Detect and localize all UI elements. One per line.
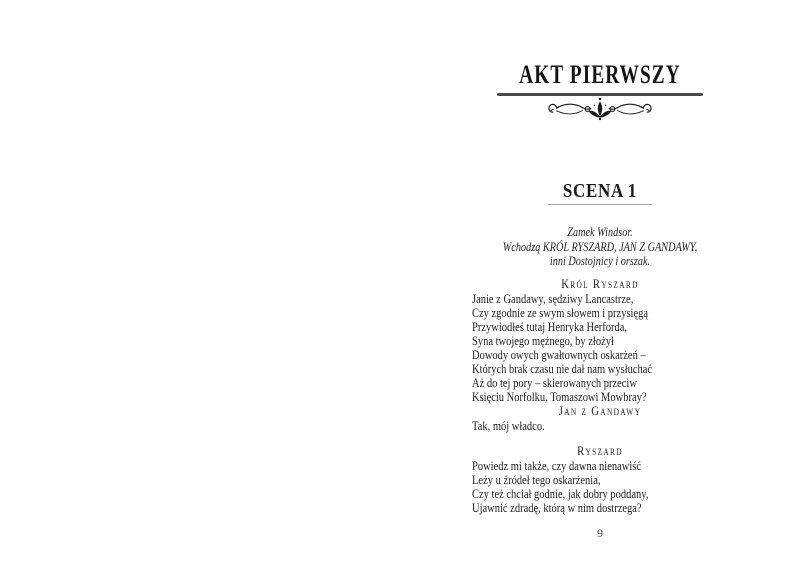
verse-line: Czy też chciał godnie, jak dobry poddany,	[472, 487, 649, 501]
verse-line: Powiedz mi także, czy dawna nienawiść	[472, 459, 641, 473]
verse-line: Księciu Norfolku, Tomaszowi Mowbray?	[472, 390, 647, 404]
verse-line: Aż do tej pory – skierowanych przeciw	[472, 376, 637, 390]
speech-block-krol-ryszard	[400, 277, 800, 404]
speaker-name: Ryszard	[577, 443, 623, 458]
flourish-ornament-icon	[542, 97, 658, 121]
stage-direction-line: Zamek Windsor.	[567, 225, 633, 239]
verse-line: Leży u źródeł tego oskarżenia,	[472, 473, 601, 487]
right-page	[400, 0, 800, 563]
act-title: AKT PIERWSZY	[519, 60, 681, 89]
verse-line: Których brak czasu nie dał nam wysłuchać	[472, 362, 653, 376]
page-number: 9	[597, 526, 603, 540]
stage-direction-line: inni Dostojnicy i orszak.	[549, 254, 651, 268]
speaker-name: Król Ryszard	[561, 276, 639, 291]
verse-line: Ujawnić zdradę, którą w nim dostrzega?	[472, 501, 642, 515]
stage-directions	[400, 225, 800, 269]
verse-line: Przywiodłeś tutaj Henryka Herforda,	[472, 320, 628, 334]
speaker-name: Jan z Gandawy	[558, 403, 642, 418]
scene-title-underline	[548, 204, 652, 205]
verse-lines	[472, 419, 800, 433]
speech-block-ryszard	[400, 444, 800, 515]
verse-line: Syna twojego mężnego, by złożył	[472, 334, 614, 348]
title-rule-divider	[497, 93, 703, 96]
verse-line: Czy zgodnie ze swym słowem i przysięgą	[472, 306, 649, 320]
verse-lines	[472, 292, 800, 404]
verse-line: Dowody owych gwałtownych oskarżeń –	[472, 348, 646, 362]
verse-line: Janie z Gandawy, sędziwy Lancastrze,	[472, 292, 634, 306]
stage-direction-line: Wchodzą KRÓL RYSZARD, JAN Z GANDAWY,	[502, 239, 698, 254]
scene-title: SCENA 1	[562, 180, 638, 202]
verse-line: Tak, mój władco.	[472, 419, 545, 433]
verse-lines	[472, 459, 800, 515]
speech-block-jan-z-gandawy	[400, 404, 800, 433]
